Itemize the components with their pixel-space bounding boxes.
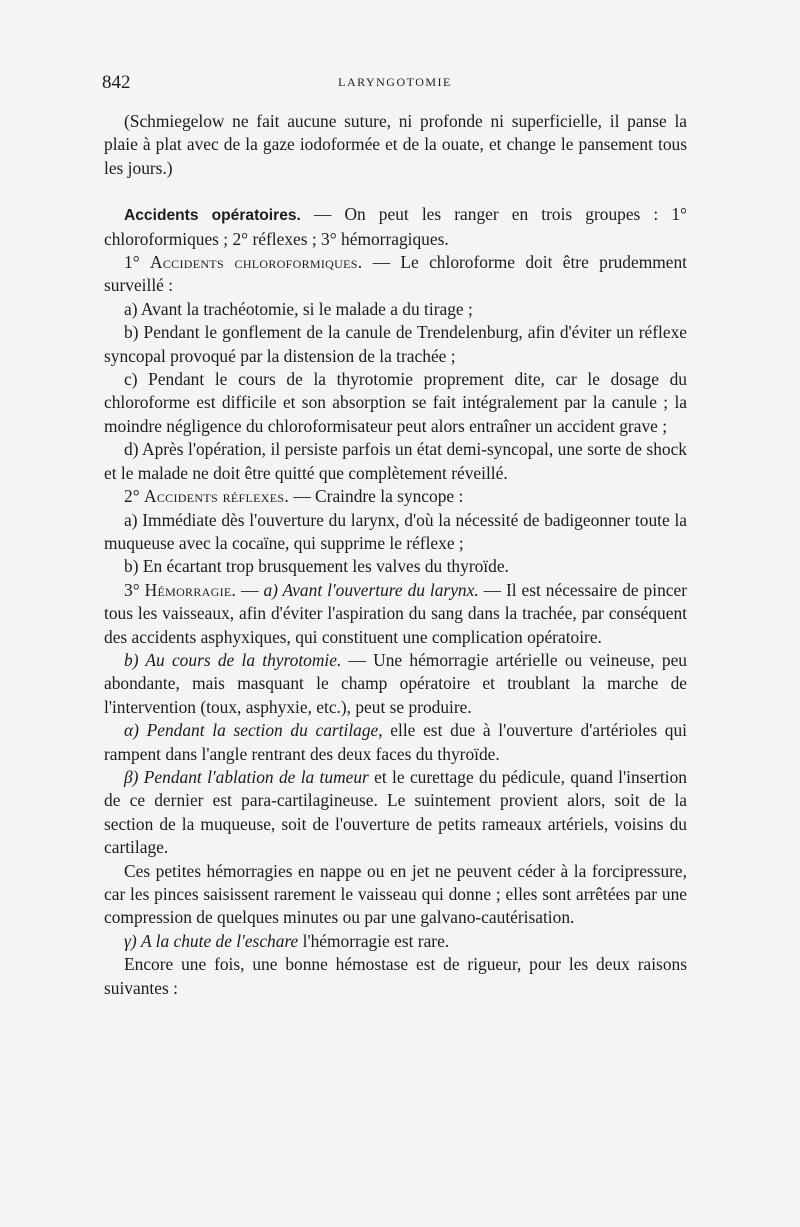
page-number: 842 <box>102 72 131 93</box>
hemorrhage-number: 3° <box>124 579 145 600</box>
running-title: LARYNGOTOMIE <box>338 75 452 89</box>
reflex-text: — Craindre la syncope : <box>288 486 464 507</box>
chloroform-paragraph <box>104 251 687 298</box>
gamma-text: l'hémorragie est rare. <box>298 930 450 951</box>
gamma-paragraph <box>104 930 687 953</box>
beta-text: et le curettage du pédicule, quand l'insertion de ce dernier est para-cartilagineuse. Le suintement provient alors, soit de la section de la muqueuse, soit de l'ouverture de petits rameaux artériels, voisins du cartilage. <box>104 766 687 858</box>
chloroform-item-c: c) Pendant le cours de la thyrotomie proprement dite, car le dosage du chloroforme est difficile et son absorption se fait intégralement par la canule ; la moindre négligence du chloroformisateur peut alors entraîner un accident grave ; <box>104 369 687 436</box>
accidents-text: — On peut les ranger en trois groupes : 1° chloroformiques ; 2° réflexes ; 3° hémorragiques. <box>104 204 687 249</box>
gamma-label: γ) A la chute de l'eschare <box>124 930 299 951</box>
hemorrhage-a-text: — Il est nécessaire de pincer tous les vaisseaux, afin d'éviter l'aspiration du sang dans la trachée, par conséquent des accidents asphyxiques, qui constituent une complication opératoire. <box>104 579 688 647</box>
reflex-item-b: b) En écartant trop brusquement les valves du thyroïde. <box>124 556 509 577</box>
alpha-label: α) Pendant la section du cartilage, <box>124 720 383 741</box>
chloroform-item-d: d) Après l'opération, il persiste parfois un état demi-syncopal, une sorte de shock et le malade ne doit être quitté que complètement réveillé. <box>104 439 687 483</box>
beta-paragraph <box>104 766 687 860</box>
chloroform-text: — Le chloroforme doit être prudemment surveillé : <box>104 252 688 296</box>
page-header <box>102 72 688 94</box>
hemorrhage-a-label: a) Avant l'ouverture du larynx. <box>263 579 479 600</box>
accidents-heading: Accidents opératoires. <box>124 207 301 225</box>
hemorrhage-heading: Hémorragie. <box>144 579 237 600</box>
hemorrhage-paragraph <box>104 579 687 649</box>
hemorrhage-b-label: b) Au cours de la thyrotomie. <box>124 649 342 670</box>
beta-label: β) Pendant l'ablation de la tumeur <box>124 766 369 787</box>
intro-paragraph: (Schmiegelow ne fait aucune suture, ni profonde ni superficielle, il panse la plaie à plat avec de la gaze iodoformée et de la ouate, et change le pansement tous les jours.) <box>104 111 687 178</box>
reflex-heading: Accidents réflexes. <box>144 486 289 507</box>
hemorrhage-b-text: — Une hémorragie artérielle ou veineuse, peu abondante, mais masquant le champ opératoire et troublant la marche de l'intervention (toux, asphyxie, etc.), peut se produire. <box>104 649 687 717</box>
reflex-number: 2° <box>124 486 144 507</box>
hemorrhage-b-paragraph <box>104 649 687 719</box>
reflex-item-a: a) Immédiate dès l'ouverture du larynx, d'où la nécessité de badigeonner toute la muqueuse avec la cocaïne, qui supprime le réflexe ; <box>104 509 687 553</box>
page-body <box>104 110 687 1000</box>
hemorrhage-dash: — <box>236 579 264 600</box>
accidents-paragraph <box>104 203 687 251</box>
small-hemorrhage-paragraph: Ces petites hémorragies en nappe ou en jet ne peuvent céder à la forcipressure, car les pinces saisissent rarement le vaisseau qui donne ; elles sont arrêtées par une compression de quelques minutes ou par une galvano-cautérisation. <box>104 860 687 928</box>
chloroform-item-b: b) Pendant le gonflement de la canule de Trendelenburg, afin d'éviter un réflexe syncopal provoqué par la distension de la trachée ; <box>104 322 687 366</box>
chloroform-heading: Accidents chloroformiques. <box>149 252 363 273</box>
alpha-paragraph <box>104 719 687 766</box>
chloroform-number: 1° <box>124 252 150 273</box>
closing-paragraph: Encore une fois, une bonne hémostase est de rigueur, pour les deux raisons suivantes : <box>104 954 687 998</box>
reflex-paragraph <box>104 485 687 508</box>
alpha-text: elle est due à l'ouverture d'artérioles qui rampent dans l'angle rentrant des deux faces du thyroïde. <box>104 720 687 764</box>
chloroform-item-a: a) Avant la trachéotomie, si le malade a du tirage ; <box>124 298 473 319</box>
